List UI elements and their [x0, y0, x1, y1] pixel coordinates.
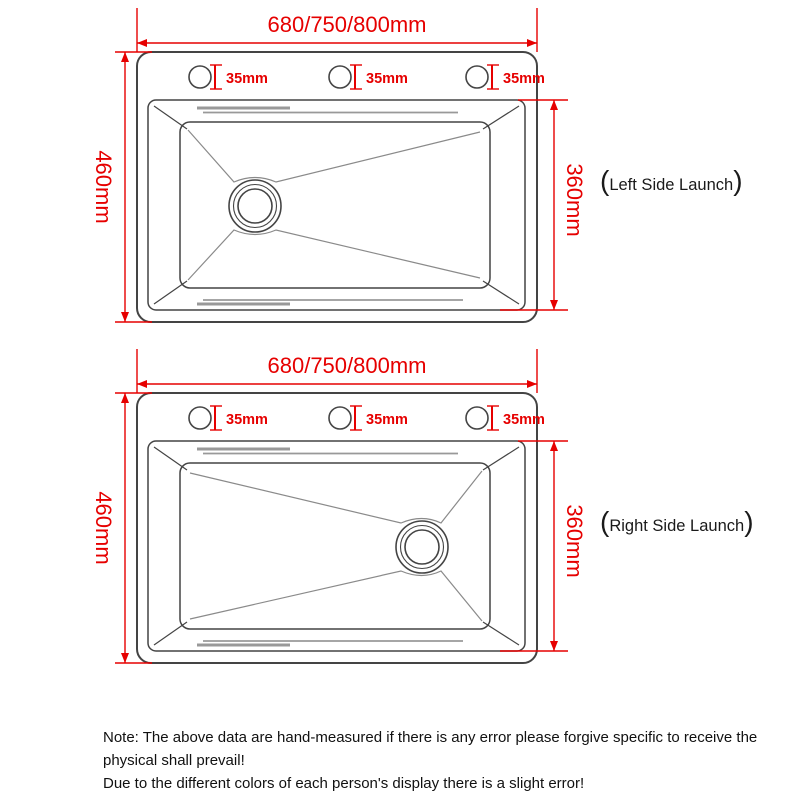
sink-diagram-right-launch — [0, 341, 800, 686]
faucet-hole-1 — [189, 407, 211, 429]
hole-label-1: 35mm — [226, 412, 268, 428]
arrow-left-icon — [137, 39, 147, 47]
height-dimension — [115, 393, 152, 663]
paren-close: ) — [744, 506, 754, 537]
sink-diagram-left-launch — [0, 0, 800, 345]
drainage-grooves — [197, 108, 463, 304]
arrow-right-icon — [527, 39, 537, 47]
arrow-up-icon — [121, 393, 129, 403]
height-dimension — [115, 52, 152, 322]
faucet-hole-2 — [329, 66, 351, 88]
faucet-hole-3 — [466, 66, 488, 88]
basin-floor — [180, 122, 490, 288]
basin-height-dimension — [500, 441, 568, 651]
side-launch-label: (Left Side Launch) — [600, 165, 743, 196]
arrow-up-icon — [550, 441, 558, 451]
hole-label-2: 35mm — [366, 71, 408, 87]
sink-top-view-drawing — [137, 393, 537, 663]
width-dimension-label: 680/750/800mm — [267, 12, 427, 37]
paren-open: ( — [600, 165, 610, 196]
hole-label-1: 35mm — [226, 71, 268, 87]
sink-top-view-drawing — [137, 52, 537, 322]
height-dimension-label: 460mm — [91, 150, 116, 224]
note-line-3: Due to the different colors of each person's display there is a slight error! — [103, 775, 585, 792]
arrow-up-icon — [121, 52, 129, 62]
faucet-hole-2 — [329, 407, 351, 429]
basin-height-dimension-label: 360mm — [562, 504, 587, 578]
hole-dimension-1 — [210, 406, 222, 430]
sink-outer-edge — [137, 393, 537, 663]
floor-creases — [188, 130, 480, 280]
side-launch-label: (Right Side Launch) — [600, 506, 754, 537]
width-dimension-label: 680/750/800mm — [267, 353, 427, 378]
arrow-down-icon — [550, 641, 558, 651]
note-line-2: physical shall prevail! — [103, 752, 245, 769]
drainage-grooves — [197, 449, 463, 645]
arrow-up-icon — [550, 100, 558, 110]
height-dimension-label: 460mm — [91, 491, 116, 565]
drain-left — [229, 180, 281, 232]
arrow-left-icon — [137, 380, 147, 388]
basin-rim — [148, 441, 525, 651]
arrow-down-icon — [121, 312, 129, 322]
dimensions — [115, 8, 568, 322]
hole-label-2: 35mm — [366, 412, 408, 428]
sink-outer-edge — [137, 52, 537, 322]
note-line-1: Note: The above data are hand-measured if there is any error please forgive specific to receive the — [103, 729, 758, 746]
measurement-note — [103, 726, 793, 795]
hole-dimension-1 — [210, 65, 222, 89]
hole-label-3: 35mm — [503, 412, 545, 428]
arrow-down-icon — [550, 300, 558, 310]
basin-rim — [148, 100, 525, 310]
paren-close: ) — [733, 165, 743, 196]
arrow-down-icon — [121, 653, 129, 663]
paren-open: ( — [600, 506, 610, 537]
basin-height-dimension — [500, 100, 568, 310]
faucet-hole-1 — [189, 66, 211, 88]
dimensions — [115, 349, 568, 663]
hole-label-3: 35mm — [503, 71, 545, 87]
drain-right — [396, 521, 448, 573]
basin-height-dimension-label: 360mm — [562, 163, 587, 237]
faucet-hole-3 — [466, 407, 488, 429]
arrow-right-icon — [527, 380, 537, 388]
